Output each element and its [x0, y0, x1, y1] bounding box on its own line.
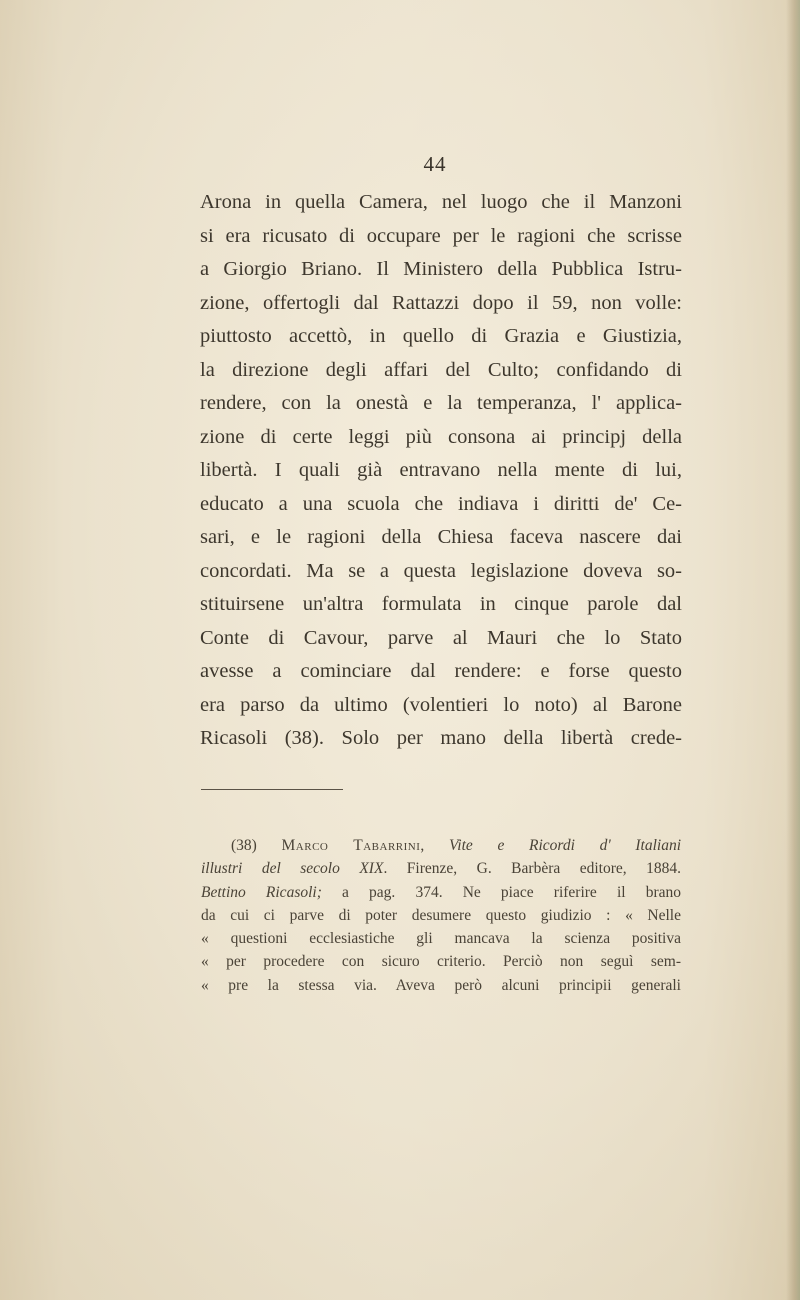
footnote-line	[201, 881, 681, 904]
footnote-page-ref: a pag. 374. Ne piace riferire il brano	[321, 883, 681, 901]
footnote-line: « pre la stessa via. Aveva però alcuni principii generali	[201, 976, 681, 994]
footnote-line: « per procedere con sicuro criterio. Perciò non seguì sem-	[201, 953, 681, 971]
text-line: zione, offertogli dal Rattazzi dopo il 59, non volle:	[200, 291, 682, 314]
text-line: piuttosto accettò, in quello di Grazia e Giustizia,	[200, 325, 682, 347]
page-edge-shadow	[786, 0, 800, 1300]
footnote-title-cont: illustri del secolo XIX	[201, 860, 384, 878]
footnote-line	[201, 857, 681, 880]
footnote-publisher: . Firenze, G. Barbèra editore, 1884.	[383, 860, 681, 878]
footnote-title: Vite e Ricordi d' Italiani	[448, 837, 682, 854]
text-line: era parso da ultimo (volentieri lo noto) al Barone	[200, 693, 682, 716]
text-line: la direzione degli affari del Culto; confidando di	[200, 358, 682, 381]
text-line: avesse a cominciare dal rendere: e forse questo	[200, 660, 682, 682]
text-line: Ricasoli (38). Solo per mano della libertà crede-	[200, 727, 682, 749]
text-line: Conte di Cavour, parve al Mauri che lo Stato	[200, 626, 682, 649]
footnote-block	[201, 834, 681, 997]
text-line: zione di certe leggi più consona ai principj della	[200, 425, 682, 448]
text-line: rendere, con la onestà e la temperanza, l' applica-	[200, 392, 682, 414]
text-line: concordati. Ma se a questa legislazione doveva so-	[200, 559, 682, 582]
text-line: libertà. I quali già entravano nella mente di lui,	[200, 459, 682, 481]
footnote-line	[201, 834, 681, 857]
page-number: 44	[423, 152, 447, 176]
footnote-chapter: Bettino Ricasoli;	[201, 883, 322, 901]
footnote-line: da cui ci parve di poter desumere questo giudizio : « Nelle	[201, 906, 681, 924]
text-line: sari, e le ragioni della Chiesa faceva nascere dai	[200, 526, 682, 548]
footnote-author: Marco Tabarrini	[281, 837, 421, 854]
text-line: educato a una scuola che indiava i diritti de' Ce-	[200, 492, 682, 515]
text-line: a Giorgio Briano. Il Ministero della Pubblica Istru-	[200, 258, 682, 280]
footnote-separator-text: ,	[420, 837, 449, 854]
footnote-line: « questioni ecclesiastiche gli mancava la scienza positiva	[201, 930, 681, 948]
text-line: Arona in quella Camera, nel luogo che il Manzoni	[200, 191, 682, 213]
text-line: si era ricusato di occupare per le ragioni che scrisse	[200, 224, 682, 247]
main-text-block	[200, 186, 682, 756]
footnote-separator	[201, 789, 343, 790]
text-line: stituirsene un'altra formulata in cinque parole dal	[200, 593, 682, 615]
footnote-marker: (38)	[231, 837, 257, 854]
